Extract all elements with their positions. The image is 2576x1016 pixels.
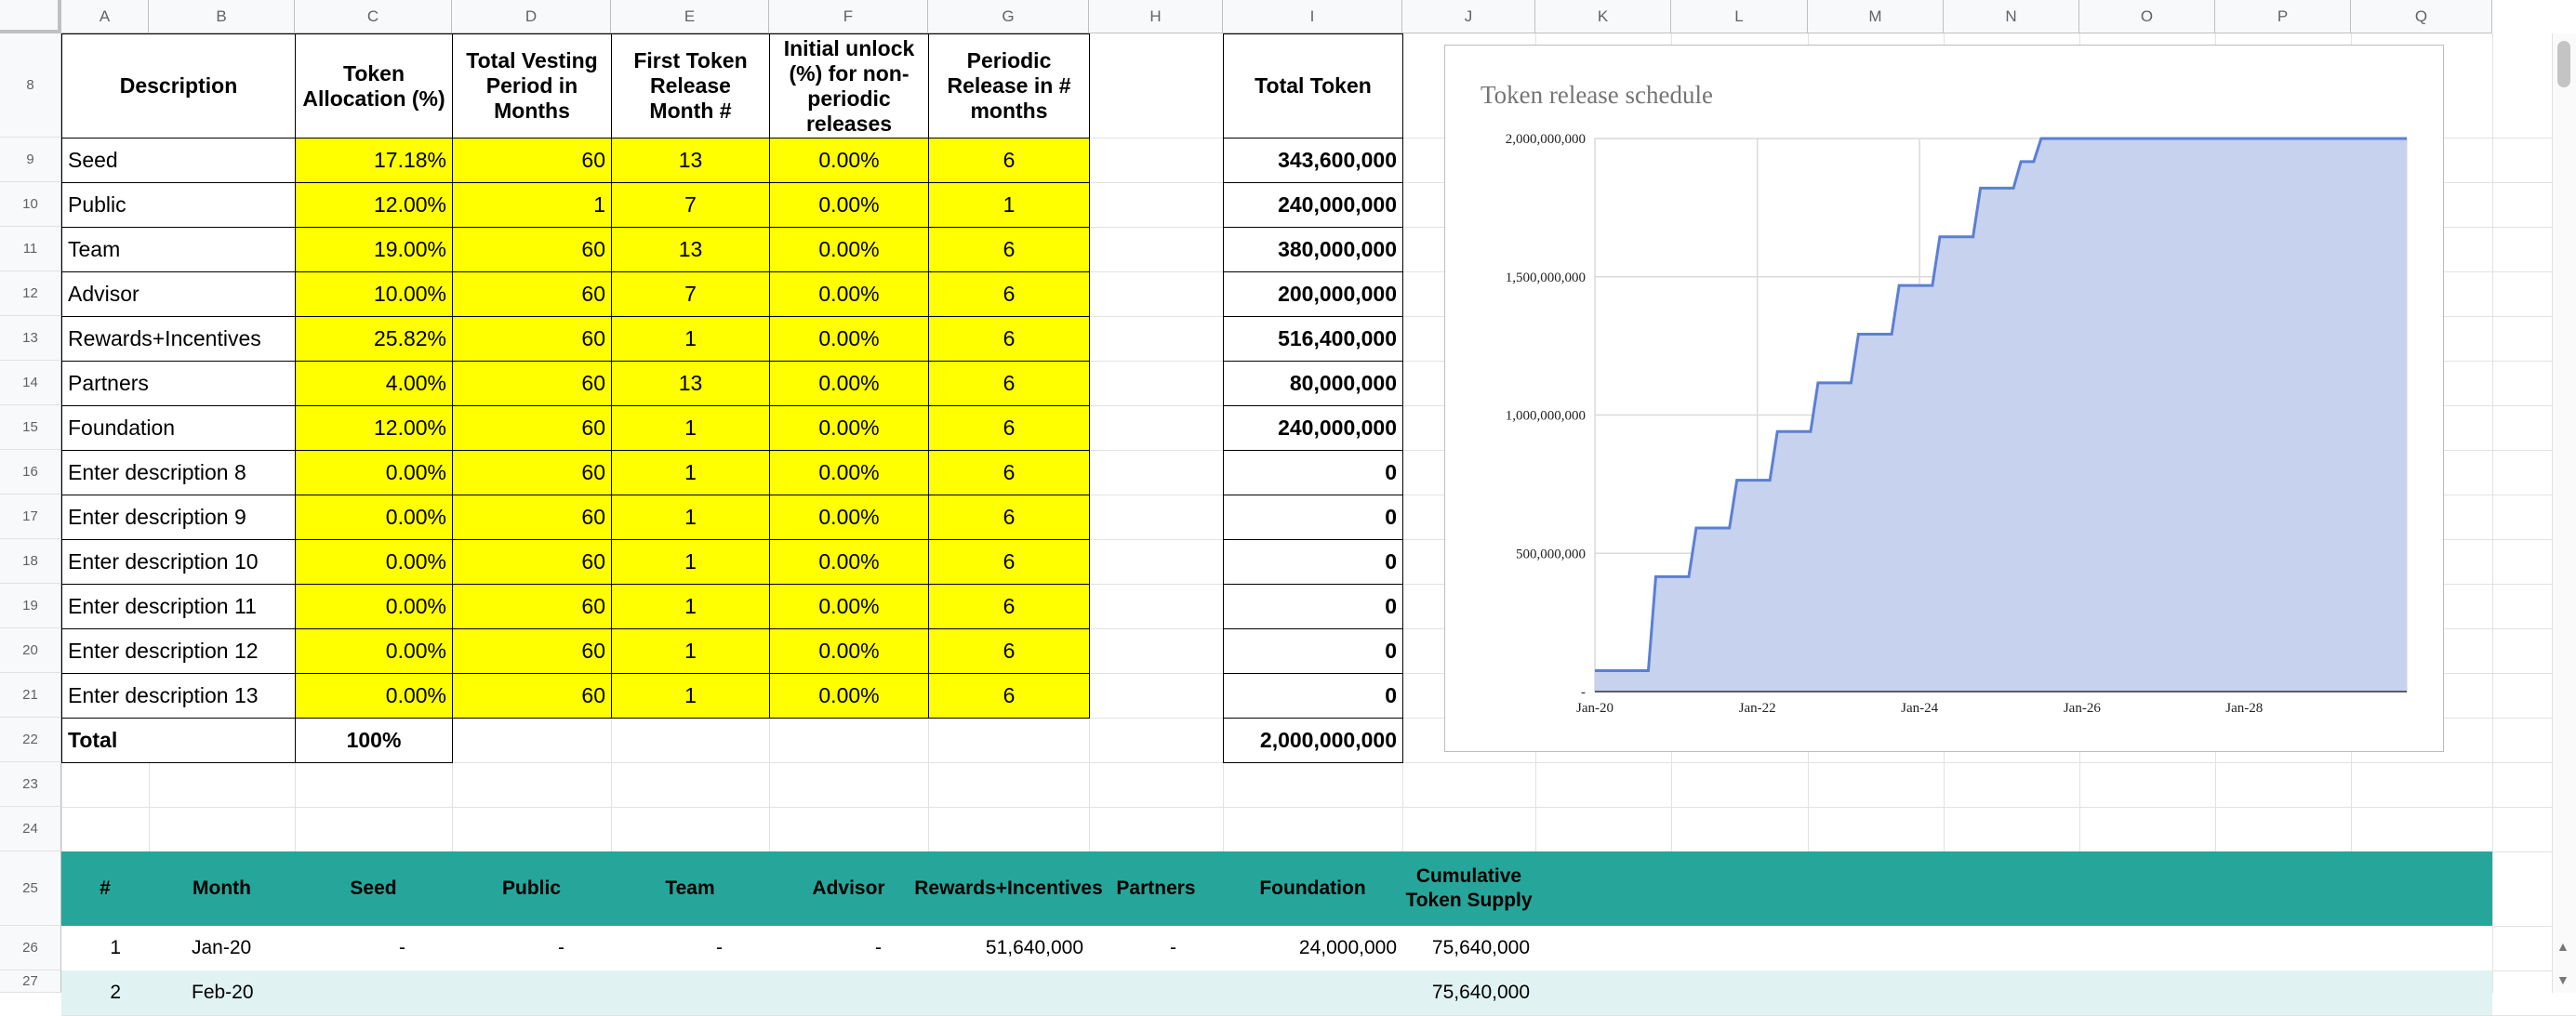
- cell-periodic[interactable]: 6: [928, 584, 1090, 629]
- column-header-k[interactable]: K: [1535, 0, 1671, 33]
- cell-description[interactable]: Enter description 9: [61, 495, 296, 540]
- schedule-header-cumulative-token-supply: Cumulative Token Supply: [1405, 865, 1533, 911]
- column-header-i[interactable]: I: [1223, 0, 1402, 33]
- cell-description[interactable]: Rewards+Incentives: [61, 316, 296, 362]
- scrollbar-thumb[interactable]: [2557, 41, 2570, 87]
- cell-first-release[interactable]: 1: [611, 450, 770, 495]
- cell-description[interactable]: Advisor: [61, 271, 296, 317]
- cell-allocation[interactable]: 12.00%: [295, 182, 453, 228]
- header-vesting: Total Vesting Period in Months: [452, 33, 612, 139]
- cell-description[interactable]: Enter description 10: [61, 539, 296, 585]
- cell-first-release[interactable]: 1: [611, 673, 770, 719]
- column-header-j[interactable]: J: [1402, 0, 1535, 33]
- row-header-21[interactable]: 21: [0, 673, 61, 718]
- schedule-cell[interactable]: -: [558, 937, 564, 958]
- cell-allocation[interactable]: 12.00%: [295, 405, 453, 451]
- x-tick-label: Jan-24: [1901, 701, 1939, 716]
- schedule-header-public: Public: [501, 877, 561, 899]
- cell-vesting[interactable]: 60: [452, 673, 612, 719]
- row-header-19[interactable]: 19: [0, 584, 61, 628]
- row-header-23[interactable]: 23: [0, 762, 61, 807]
- schedule-cell[interactable]: 51,640,000: [985, 937, 1083, 958]
- column-header-a[interactable]: A: [61, 0, 149, 33]
- row-header-8[interactable]: 8: [0, 33, 61, 138]
- cell-first-release[interactable]: 1: [611, 405, 770, 451]
- cell-total-token[interactable]: 0: [1223, 539, 1403, 585]
- cell-initial-unlock[interactable]: 0.00%: [769, 539, 929, 585]
- row-header-14[interactable]: 14: [0, 361, 61, 405]
- cell-description[interactable]: Enter description 12: [61, 628, 296, 674]
- cell-description[interactable]: Team: [61, 227, 296, 272]
- row-header-13[interactable]: 13: [0, 316, 61, 361]
- column-header-c[interactable]: C: [295, 0, 452, 33]
- row-header-17[interactable]: 17: [0, 495, 61, 539]
- select-all-corner[interactable]: [0, 0, 61, 33]
- row-header-9[interactable]: 9: [0, 138, 61, 182]
- schedule-cell[interactable]: -: [1170, 937, 1176, 958]
- column-header-l[interactable]: L: [1671, 0, 1808, 33]
- column-header-n[interactable]: N: [1944, 0, 2079, 33]
- cell-vesting[interactable]: 60: [452, 584, 612, 629]
- schedule-cell[interactable]: 1: [110, 937, 121, 958]
- schedule-header-index: #: [100, 877, 111, 899]
- cell-total-token[interactable]: 343,600,000: [1223, 138, 1403, 183]
- cell-periodic[interactable]: 6: [928, 539, 1090, 585]
- cell-allocation[interactable]: 25.82%: [295, 316, 453, 362]
- schedule-cell[interactable]: [452, 970, 611, 1015]
- cell-vesting[interactable]: 60: [452, 227, 612, 272]
- cell-allocation[interactable]: 0.00%: [295, 495, 453, 540]
- cell-periodic[interactable]: 6: [928, 227, 1090, 272]
- schedule-cell[interactable]: -: [875, 937, 882, 958]
- column-header-d[interactable]: D: [452, 0, 611, 33]
- x-tick-label: Jan-28: [2225, 701, 2264, 716]
- schedule-header-seed: Seed: [350, 877, 397, 899]
- schedule-cell[interactable]: [928, 970, 1089, 1015]
- header-first-release: First Token Release Month #: [611, 33, 770, 139]
- cell-initial-unlock[interactable]: 0.00%: [769, 628, 929, 674]
- cell-first-release[interactable]: 1: [611, 628, 770, 674]
- schedule-cell[interactable]: Jan-20: [192, 937, 252, 958]
- vertical-scrollbar[interactable]: [2552, 33, 2576, 993]
- schedule-cell[interactable]: 24,000,000: [1298, 937, 1397, 958]
- cell-first-release[interactable]: 7: [611, 271, 770, 317]
- y-tick-label: 1,500,000,000: [1505, 270, 1586, 285]
- cell-periodic[interactable]: 6: [928, 673, 1090, 719]
- schedule-cell[interactable]: 75,640,000: [1431, 937, 1530, 958]
- schedule-header-team: Team: [665, 877, 715, 899]
- header-allocation: Token Allocation (%): [295, 33, 453, 139]
- schedule-cell[interactable]: [769, 970, 928, 1015]
- cell-description[interactable]: Foundation: [61, 405, 296, 451]
- cell-total-token[interactable]: 0: [1223, 584, 1403, 629]
- cell-initial-unlock[interactable]: 0.00%: [769, 361, 929, 406]
- row-header-24[interactable]: 24: [0, 807, 61, 851]
- gridline-vertical: [2492, 33, 2493, 993]
- cell-allocation[interactable]: 4.00%: [295, 361, 453, 406]
- y-tick-label: -: [1581, 685, 1586, 700]
- row-header-12[interactable]: 12: [0, 271, 61, 316]
- cell-initial-unlock[interactable]: 0.00%: [769, 495, 929, 540]
- row-header-16[interactable]: 16: [0, 450, 61, 495]
- header-description: Description: [61, 33, 296, 139]
- cell-allocation[interactable]: 0.00%: [295, 539, 453, 585]
- cell-periodic[interactable]: 6: [928, 450, 1090, 495]
- cell-allocation[interactable]: 10.00%: [295, 271, 453, 317]
- schedule-header-month: Month: [193, 877, 251, 899]
- cell-allocation[interactable]: 0.00%: [295, 584, 453, 629]
- cell-initial-unlock[interactable]: 0.00%: [769, 271, 929, 317]
- column-header-q[interactable]: Q: [2351, 0, 2492, 33]
- schedule-cell[interactable]: Feb-20: [192, 982, 254, 1003]
- cell-vesting[interactable]: 60: [452, 316, 612, 362]
- column-header-m[interactable]: M: [1808, 0, 1944, 33]
- gridline-horizontal: [61, 807, 2576, 808]
- schedule-cell[interactable]: -: [399, 937, 405, 958]
- cell-vesting[interactable]: 60: [452, 495, 612, 540]
- column-header-h[interactable]: H: [1089, 0, 1223, 33]
- cell-total-token[interactable]: 240,000,000: [1223, 405, 1403, 451]
- y-tick-label: 1,000,000,000: [1505, 408, 1586, 424]
- cell-total-token[interactable]: 200,000,000: [1223, 271, 1403, 317]
- cell-initial-unlock[interactable]: 0.00%: [769, 450, 929, 495]
- column-header-o[interactable]: O: [2079, 0, 2215, 33]
- cell-first-release[interactable]: 13: [611, 361, 770, 406]
- schedule-header-foundation: Foundation: [1259, 877, 1366, 899]
- x-tick-label: Jan-22: [1738, 701, 1776, 716]
- schedule-cell[interactable]: [1223, 970, 1402, 1015]
- cell-initial-unlock[interactable]: 0.00%: [769, 227, 929, 272]
- cell-first-release[interactable]: 1: [611, 539, 770, 585]
- cell-total-token[interactable]: 0: [1223, 628, 1403, 674]
- cell-periodic[interactable]: 6: [928, 405, 1090, 451]
- row-header-22[interactable]: 22: [0, 718, 61, 762]
- cell-periodic[interactable]: 6: [928, 138, 1090, 183]
- cell-allocation[interactable]: 0.00%: [295, 673, 453, 719]
- cell-total-token[interactable]: 516,400,000: [1223, 316, 1403, 362]
- cell-allocation[interactable]: 17.18%: [295, 138, 453, 183]
- cell-first-release[interactable]: 1: [611, 316, 770, 362]
- cell-total-token[interactable]: 380,000,000: [1223, 227, 1403, 272]
- cell-first-release[interactable]: 1: [611, 495, 770, 540]
- cell-total-token[interactable]: 240,000,000: [1223, 182, 1403, 228]
- schedule-cell[interactable]: 75,640,000: [1431, 982, 1530, 1003]
- cell-vesting[interactable]: 60: [452, 539, 612, 585]
- row-header-18[interactable]: 18: [0, 539, 61, 584]
- total-token-sum[interactable]: 2,000,000,000: [1223, 718, 1403, 763]
- column-header-b[interactable]: B: [149, 0, 295, 33]
- column-header-p[interactable]: P: [2215, 0, 2351, 33]
- cell-periodic[interactable]: 6: [928, 495, 1090, 540]
- scroll-down-arrow-icon[interactable]: ▼: [2556, 972, 2569, 987]
- schedule-cell[interactable]: [1089, 970, 1223, 1015]
- row-header-20[interactable]: 20: [0, 628, 61, 673]
- schedule-header-partners: Partners: [1116, 877, 1196, 899]
- total-allocation[interactable]: 100%: [295, 718, 453, 763]
- x-tick-label: Jan-20: [1576, 701, 1613, 716]
- cell-first-release[interactable]: 13: [611, 138, 770, 183]
- cell-first-release[interactable]: 13: [611, 227, 770, 272]
- chart-svg: [1445, 46, 2445, 753]
- cell-initial-unlock[interactable]: 0.00%: [769, 316, 929, 362]
- x-tick-label: Jan-26: [2063, 701, 2101, 716]
- cell-total-token[interactable]: 0: [1223, 495, 1403, 540]
- column-header-e[interactable]: E: [611, 0, 769, 33]
- header-total-token: Total Token: [1223, 33, 1403, 139]
- column-header-g[interactable]: G: [928, 0, 1089, 33]
- cell-periodic[interactable]: 1: [928, 182, 1090, 228]
- cell-description[interactable]: Seed: [61, 138, 296, 183]
- cell-description[interactable]: Public: [61, 182, 296, 228]
- schedule-header-rewards-incentives: Rewards+Incentives: [914, 877, 1103, 899]
- total-label: Total: [61, 718, 296, 763]
- header-initial-unlock: Initial unlock (%) for non-periodic releases: [769, 33, 929, 139]
- schedule-cell[interactable]: [295, 970, 452, 1015]
- cell-description[interactable]: Enter description 8: [61, 450, 296, 495]
- y-tick-label: 500,000,000: [1516, 547, 1586, 562]
- row-header-26[interactable]: 26: [0, 926, 61, 970]
- cell-initial-unlock[interactable]: 0.00%: [769, 138, 929, 183]
- cell-allocation[interactable]: 0.00%: [295, 628, 453, 674]
- cell-total-token[interactable]: 80,000,000: [1223, 361, 1403, 406]
- schedule-cell[interactable]: [611, 970, 769, 1015]
- cell-periodic[interactable]: 6: [928, 271, 1090, 317]
- cell-initial-unlock[interactable]: 0.00%: [769, 182, 929, 228]
- schedule-cell[interactable]: 2: [110, 982, 121, 1003]
- row-header-15[interactable]: 15: [0, 405, 61, 450]
- schedule-header-advisor: Advisor: [812, 877, 885, 899]
- row-header-10[interactable]: 10: [0, 182, 61, 227]
- cell-initial-unlock[interactable]: 0.00%: [769, 584, 929, 629]
- cell-vesting[interactable]: 60: [452, 271, 612, 317]
- schedule-cell[interactable]: -: [716, 937, 723, 958]
- cell-periodic[interactable]: 6: [928, 316, 1090, 362]
- column-header-f[interactable]: F: [769, 0, 928, 33]
- token-release-chart[interactable]: [1444, 45, 2444, 752]
- cell-vesting[interactable]: 60: [452, 361, 612, 406]
- cell-description[interactable]: Partners: [61, 361, 296, 406]
- row-header-25[interactable]: 25: [0, 851, 61, 926]
- cell-first-release[interactable]: 7: [611, 182, 770, 228]
- cell-periodic[interactable]: 6: [928, 628, 1090, 674]
- cell-total-token[interactable]: 0: [1223, 673, 1403, 719]
- cell-vesting[interactable]: 60: [452, 450, 612, 495]
- cell-allocation[interactable]: 0.00%: [295, 450, 453, 495]
- header-periodic: Periodic Release in # months: [928, 33, 1090, 139]
- cell-first-release[interactable]: 1: [611, 584, 770, 629]
- cell-vesting[interactable]: 1: [452, 182, 612, 228]
- cell-periodic[interactable]: 6: [928, 361, 1090, 406]
- cell-description[interactable]: Enter description 11: [61, 584, 296, 629]
- y-tick-label: 2,000,000,000: [1505, 132, 1586, 147]
- scroll-up-arrow-icon[interactable]: ▲: [2556, 939, 2569, 954]
- cell-initial-unlock[interactable]: 0.00%: [769, 673, 929, 719]
- cell-vesting[interactable]: 60: [452, 628, 612, 674]
- cell-description[interactable]: Enter description 13: [61, 673, 296, 719]
- cell-total-token[interactable]: 0: [1223, 450, 1403, 495]
- cell-allocation[interactable]: 19.00%: [295, 227, 453, 272]
- cell-vesting[interactable]: 60: [452, 405, 612, 451]
- cell-vesting[interactable]: 60: [452, 138, 612, 183]
- row-header-27[interactable]: 27: [0, 970, 61, 993]
- chart-title: Token release schedule: [1481, 81, 1713, 109]
- cell-initial-unlock[interactable]: 0.00%: [769, 405, 929, 451]
- row-header-11[interactable]: 11: [0, 227, 61, 271]
